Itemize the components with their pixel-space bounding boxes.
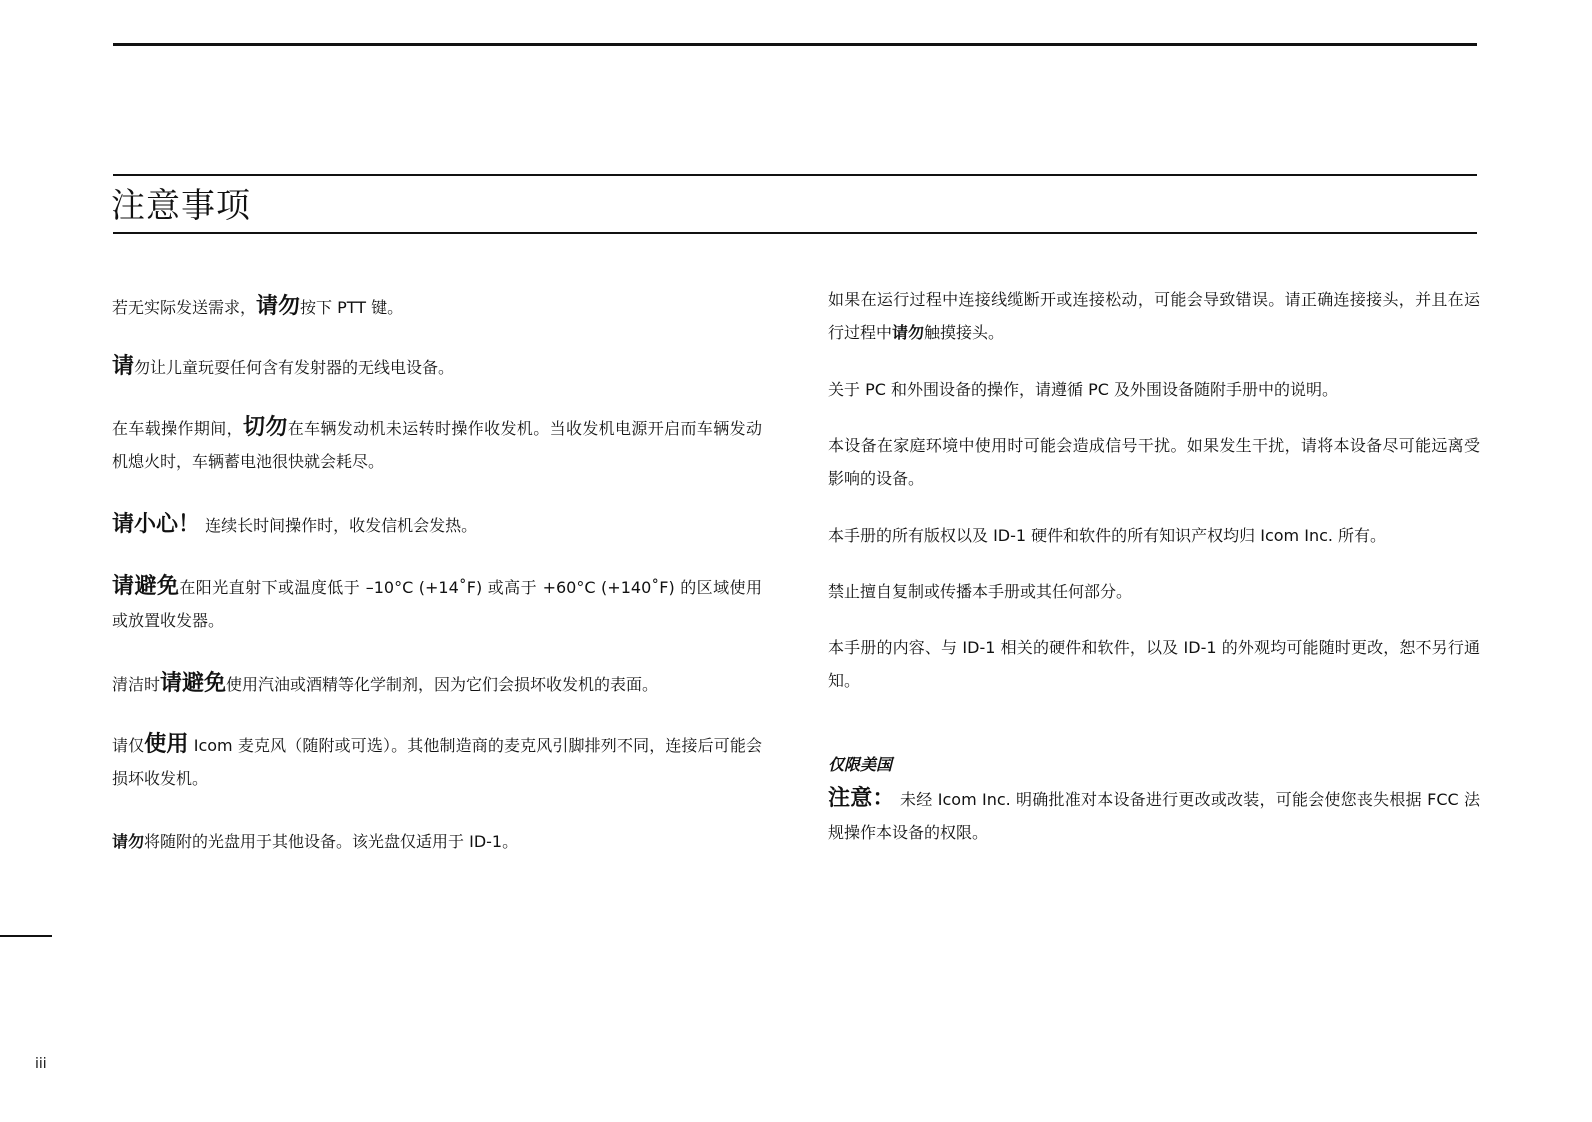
caution-paragraph: 如果在运行过程中连接线缆断开或连接松动，可能会导致错误。请正确连接接头，并且在运行过程中请勿触摸接头。 bbox=[828, 290, 1480, 342]
footer-rule bbox=[0, 935, 52, 937]
page-title: 注意事项 bbox=[111, 186, 251, 226]
caution-paragraph: 请勿让儿童玩耍任何含有发射器的无线电设备。 bbox=[112, 354, 455, 379]
title-rule-bottom bbox=[113, 232, 1477, 234]
caution-paragraph: 关于 PC 和外围设备的操作，请遵循 PC 及外围设备随附手册中的说明。 bbox=[828, 380, 1338, 399]
caution-paragraph: 请避免在阳光直射下或温度低于 –10°C (+14˚F) 或高于 +60°C (+140˚F) 的区域使用或放置收发器。 bbox=[112, 574, 762, 630]
caution-paragraph: 本设备在家庭环境中使用时可能会造成信号干扰。如果发生干扰，请将本设备尽可能远离受影响的设备。 bbox=[828, 436, 1480, 488]
fcc-caution-text: 未经 Icom Inc. 明确批准对本设备进行更改或改装，可能会使您丧失根据 FCC 法规操作本设备的权限。 bbox=[828, 790, 1480, 842]
caution-paragraph: 请仅使用 Icom 麦克风（随附或可选）。其他制造商的麦克风引脚排列不同，连接后可能会损坏收发机。 bbox=[112, 732, 762, 788]
caution-paragraph: 请小心！ 连续长时间操作时，收发信机会发热。 bbox=[112, 512, 478, 537]
caution-paragraph: 本手册的所有版权以及 ID-1 硬件和软件的所有知识产权均归 Icom Inc. 所有。 bbox=[828, 526, 1387, 545]
caution-paragraph: 清洁时请避免使用汽油或酒精等化学制剂，因为它们会损坏收发机的表面。 bbox=[112, 671, 659, 696]
us-only-heading: 仅限美国 bbox=[828, 755, 893, 774]
title-rule-top bbox=[113, 174, 1477, 176]
caution-paragraph: 若无实际发送需求，请勿按下 PTT 键。 bbox=[112, 294, 404, 319]
fcc-caution-label: 注意： bbox=[828, 786, 895, 811]
caution-paragraph: 在车载操作期间，切勿在车辆发动机未运转时操作收发机。当收发机电源开启而车辆发动机熄火时，车辆蓄电池很快就会耗尽。 bbox=[112, 415, 762, 471]
header-rule bbox=[113, 43, 1477, 46]
page-number: iii bbox=[35, 1056, 47, 1072]
caution-paragraph: 本手册的内容、与 ID-1 相关的硬件和软件，以及 ID-1 的外观均可能随时更改，恕不另行通知。 bbox=[828, 638, 1480, 690]
caution-paragraph: 禁止擅自复制或传播本手册或其任何部分。 bbox=[828, 582, 1133, 601]
fcc-caution bbox=[828, 782, 1480, 849]
caution-paragraph: 请勿将随附的光盘用于其他设备。该光盘仅适用于 ID-1。 bbox=[112, 832, 519, 851]
